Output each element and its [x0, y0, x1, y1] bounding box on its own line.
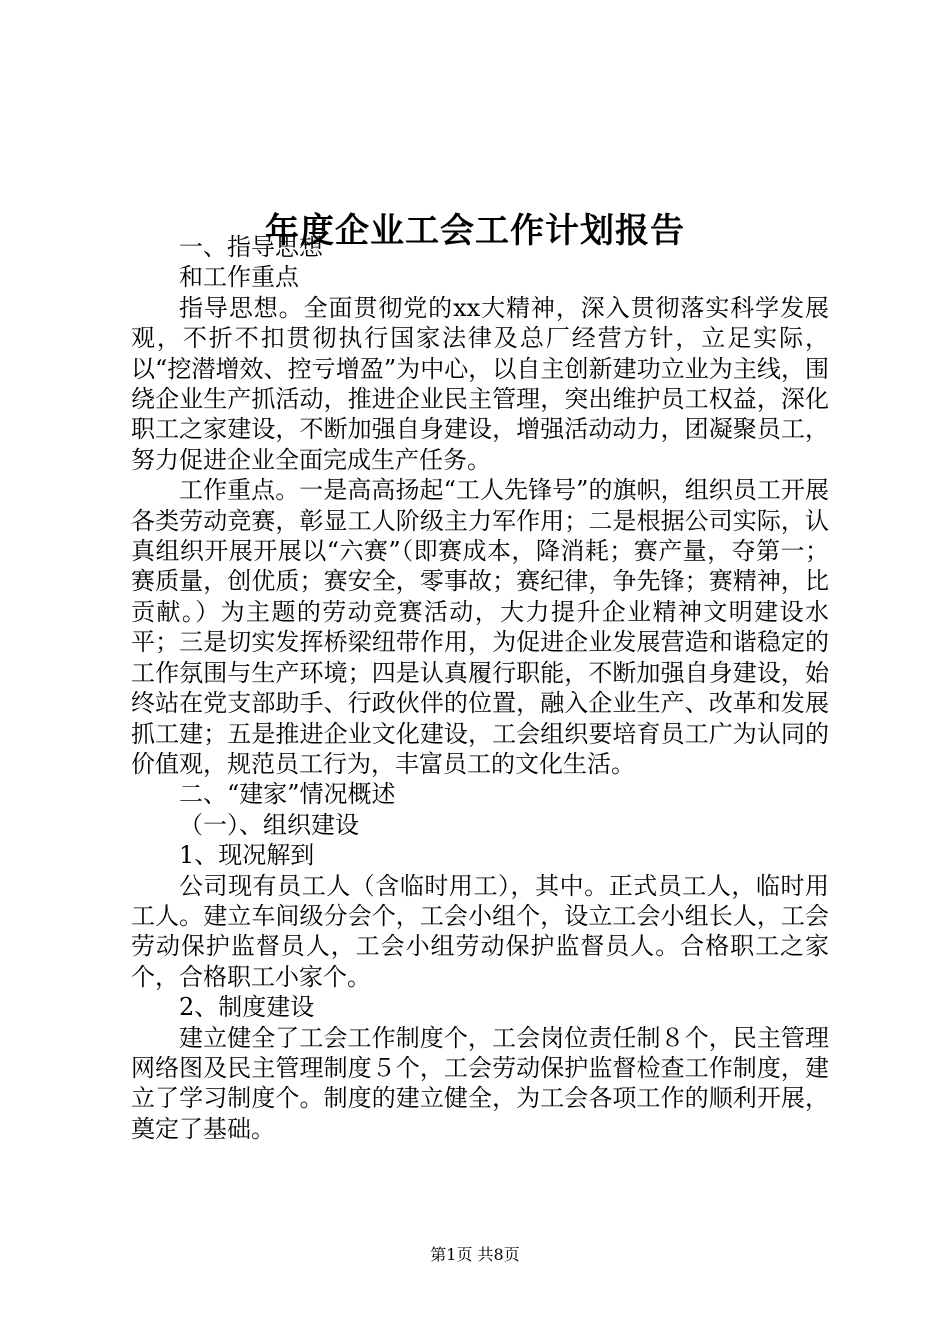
paragraph-system-building: 建立健全了工会工作制度个，工会岗位责任制８个，民主管理网络图及民主管理制度５个，工会劳动保护监督检查工作制度，建立了学习制度个。制度的建立健全，为工会各项工作的顺利开展，奠定了基础。: [131, 1023, 829, 1143]
section-heading-home-building: 二、“建家”情况概述: [179, 780, 396, 809]
subsection-heading-organization: （一）、组织建设: [179, 810, 359, 839]
section-heading-work-focus: 和工作重点: [179, 263, 299, 292]
page-number-footer: 第1页 共8页: [430, 1245, 520, 1264]
document-body: [131, 232, 829, 1144]
document-title: 年度企业工会工作计划报告: [265, 210, 685, 251]
item-heading-system-building: 2、制度建设: [179, 993, 315, 1022]
item-heading-current-status: 1、现况解到: [179, 841, 315, 870]
paragraph-current-status: 公司现有员工人（含临时用工），其中。正式员工人，临时用工人。建立车间级分会个，工会小组个，设立工会小组长人，工会劳动保护监督员人，工会小组劳动保护监督员人。合格职工之家个，合格职工小家个。: [131, 871, 829, 991]
section-heading-guiding-ideology: 一、指导思想: [179, 233, 323, 261]
paragraph-work-focus: 工作重点。一是高高扬起“工人先锋号”的旗帜，组织员工开展各类劳动竞赛，彰显工人阶级主力军作用；二是根据公司实际，认真组织开展开展以“六赛”（即赛成本，降消耗；赛产量，夺第一；赛质量，创优质；赛安全，零事故；赛纪律，争先锋；赛精神，比贡献。）为主题的劳动竞赛活动，大力提升企业精神文明建设水平；三是切实发挥桥梁纽带作用，为促进企业发展营造和谐稳定的工作氛围与生产环境；四是认真履行职能，不断加强自身建设，始终站在党支部助手、行政伙伴的位置，融入企业生产、改革和发展抓工建；五是推进企业文化建设，工会组织要培育员工广为认同的价值观，规范员工行为，丰富员工的文化生活。: [131, 476, 829, 778]
paragraph-guiding-ideology: 指导思想。全面贯彻党的xx大精神，深入贯彻落实科学发展观，不折不扣贯彻执行国家法律及总厂经营方针，立足实际，以“挖潜增效、控亏增盈”为中心，以自主创新建功立业为主线，围绕企业生产抓活动，推进企业民主管理，突出维护员工权益，深化职工之家建设，不断加强自身建设，增强活动动力，团凝聚员工，努力促进企业全面完成生产任务。: [131, 293, 829, 474]
